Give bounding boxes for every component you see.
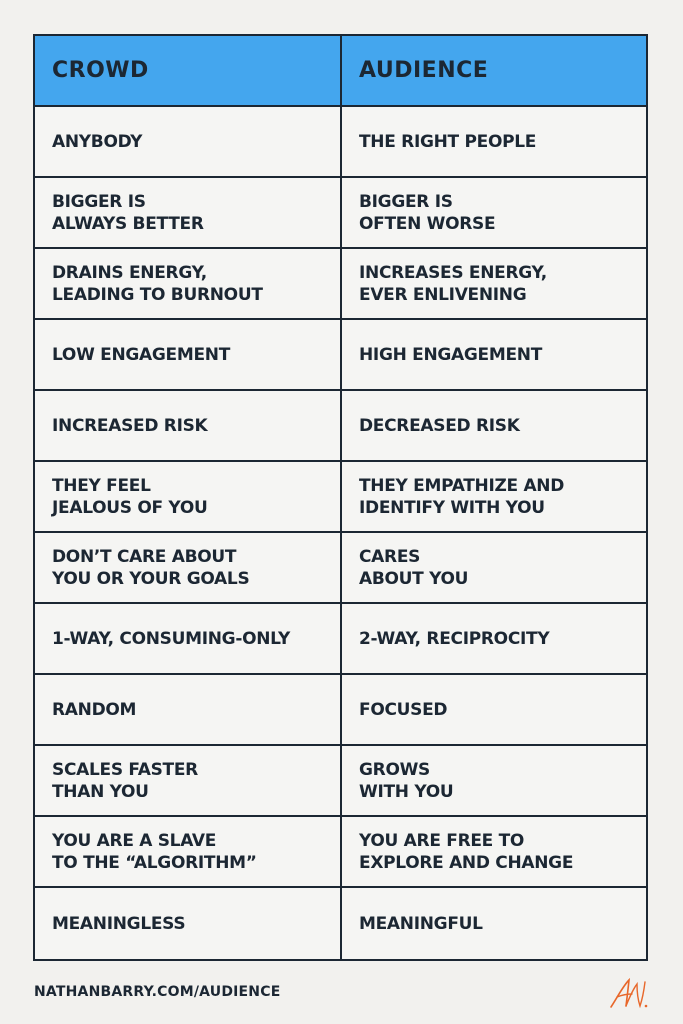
crowd-cell: RANDOM: [35, 675, 342, 746]
header-audience: AUDIENCE: [342, 36, 646, 107]
audience-cell: FOCUSED: [342, 675, 646, 746]
audience-cell: BIGGER IS OFTEN WORSE: [342, 178, 646, 249]
crowd-cell: 1-WAY, CONSUMING-ONLY: [35, 604, 342, 675]
crowd-cell: LOW ENGAGEMENT: [35, 320, 342, 391]
audience-cell: HIGH ENGAGEMENT: [342, 320, 646, 391]
crowd-cell: DON’T CARE ABOUT YOU OR YOUR GOALS: [35, 533, 342, 604]
crowd-cell: DRAINS ENERGY, LEADING TO BURNOUT: [35, 249, 342, 320]
crowd-cell: ANYBODY: [35, 107, 342, 178]
audience-cell: 2-WAY, RECIPROCITY: [342, 604, 646, 675]
audience-cell: DECREASED RISK: [342, 391, 646, 462]
audience-cell: CARES ABOUT YOU: [342, 533, 646, 604]
crowd-cell: THEY FEEL JEALOUS OF YOU: [35, 462, 342, 533]
header-crowd: CROWD: [35, 36, 342, 107]
crowd-cell: SCALES FASTER THAN YOU: [35, 746, 342, 817]
crowd-cell: INCREASED RISK: [35, 391, 342, 462]
audience-cell: YOU ARE FREE TO EXPLORE AND CHANGE: [342, 817, 646, 888]
audience-cell: GROWS WITH YOU: [342, 746, 646, 817]
audience-cell: MEANINGFUL: [359, 913, 483, 934]
audience-cell: THEY EMPATHIZE AND IDENTIFY WITH YOU: [342, 462, 646, 533]
crowd-cell: BIGGER IS ALWAYS BETTER: [35, 178, 342, 249]
signature-logo-icon: [607, 976, 651, 1012]
audience-cell: INCREASES ENERGY, EVER ENLIVENING: [342, 249, 646, 320]
crowd-cell: MEANINGLESS: [35, 888, 342, 959]
footer-url[interactable]: NATHANBARRY.COM/AUDIENCE: [34, 984, 281, 1000]
crowd-cell: YOU ARE A SLAVE TO THE “ALGORITHM”: [35, 817, 342, 888]
comparison-table: [33, 34, 648, 961]
audience-cell: THE RIGHT PEOPLE: [342, 107, 646, 178]
